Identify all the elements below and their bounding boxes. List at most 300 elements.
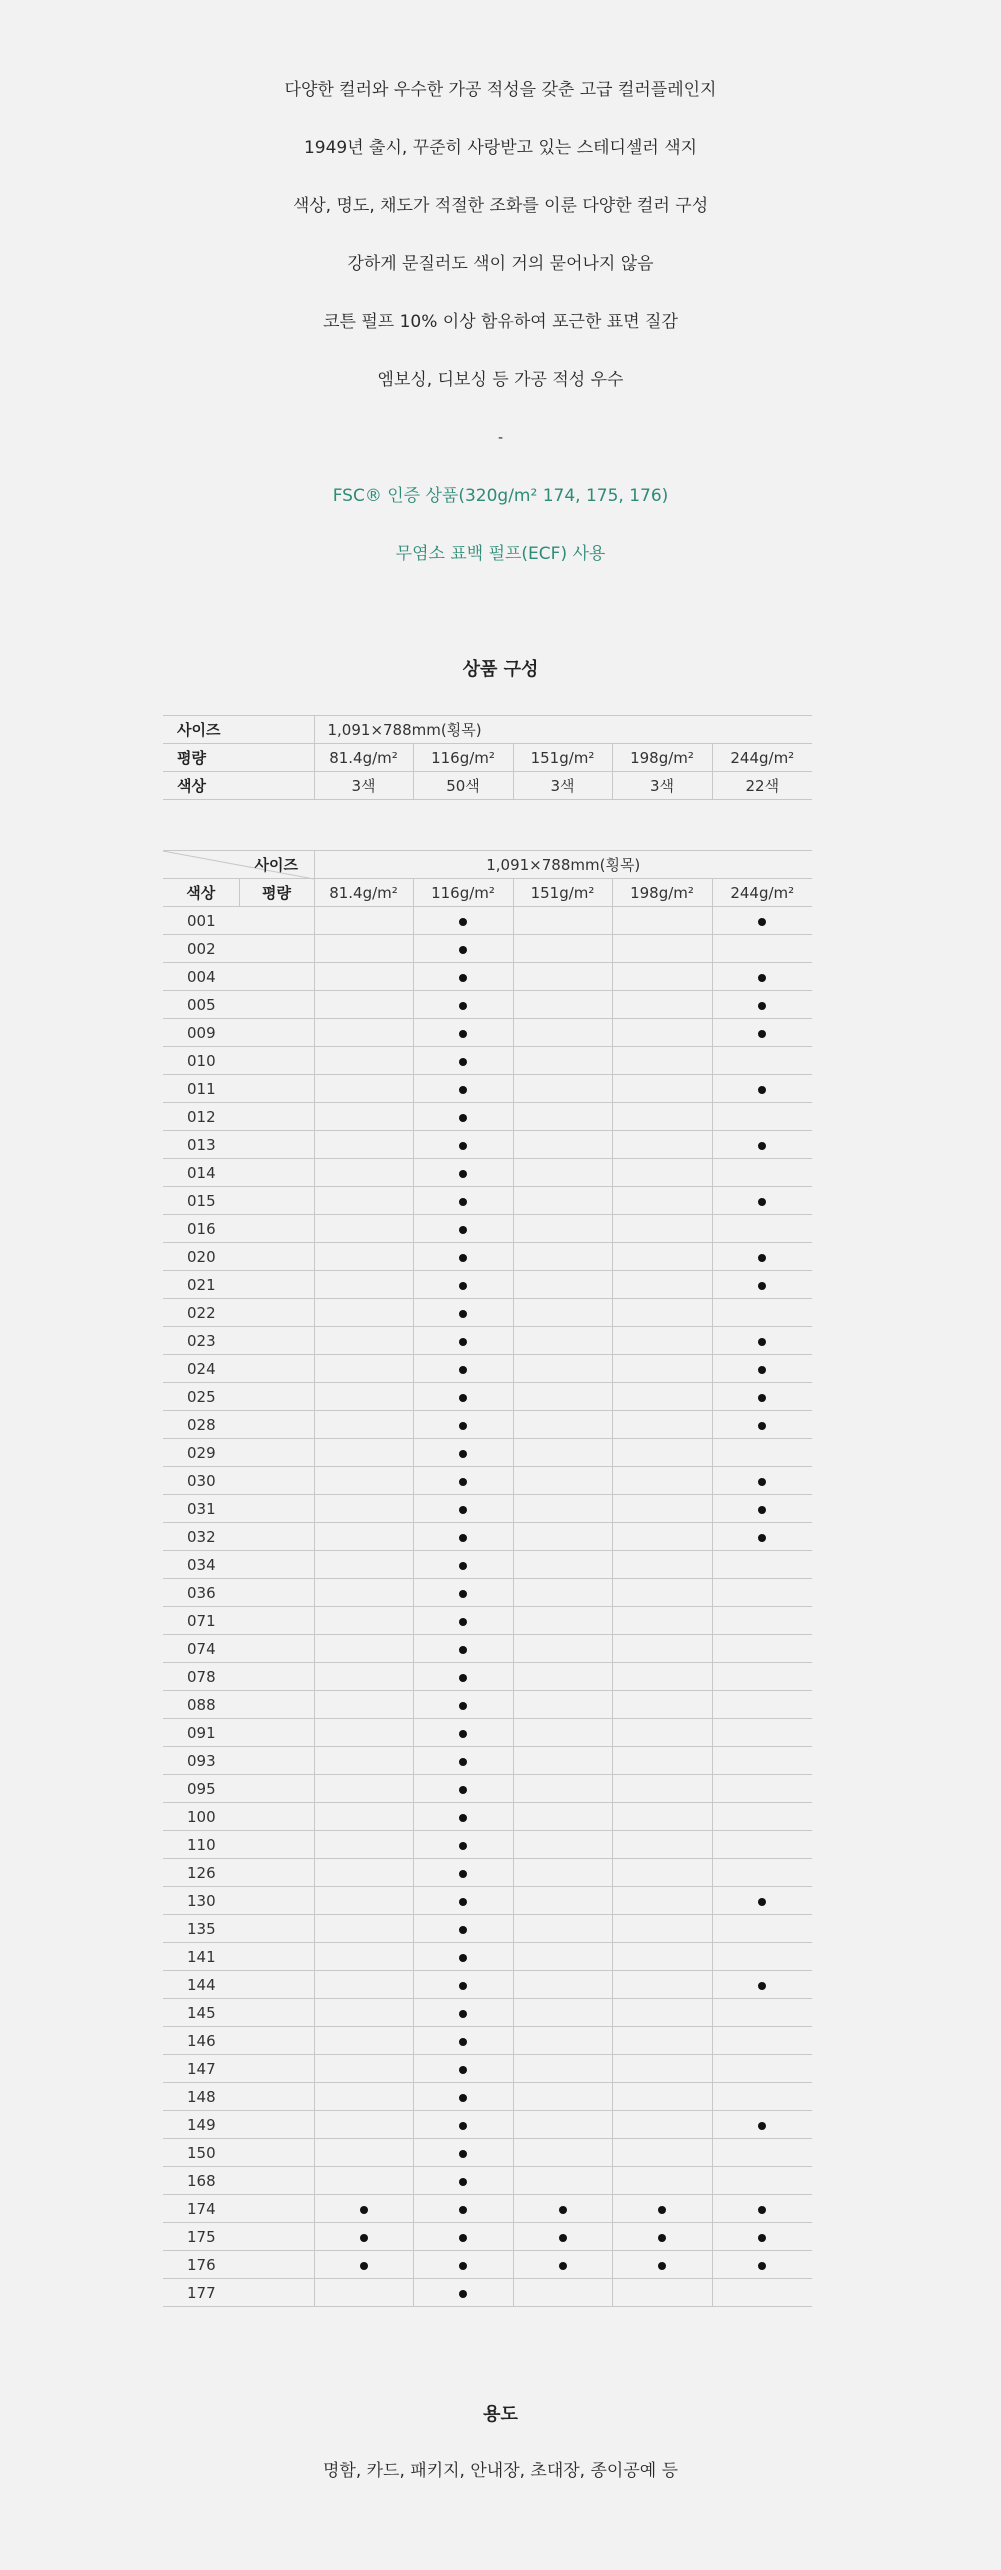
availability-cell <box>513 2139 612 2167</box>
color-code: 141 <box>163 1943 314 1971</box>
table-row <box>163 1747 812 1775</box>
availability-cell <box>413 2139 513 2167</box>
available-dot-icon <box>459 2150 467 2158</box>
availability-cell <box>712 2111 812 2139</box>
availability-cell <box>413 2083 513 2111</box>
availability-cell <box>314 1663 413 1691</box>
availability-cell <box>314 1831 413 1859</box>
availability-cell <box>314 1943 413 1971</box>
availability-cell <box>413 1831 513 1859</box>
availability-cell <box>513 1075 612 1103</box>
composition-table <box>163 715 812 800</box>
composition-title: 상품 구성 <box>462 659 539 680</box>
availability-cell <box>712 1579 812 1607</box>
available-dot-icon <box>459 1702 467 1710</box>
color-code: 110 <box>163 1831 314 1859</box>
table-row <box>163 1131 812 1159</box>
availability-cell <box>413 2055 513 2083</box>
availability-cell <box>513 935 612 963</box>
availability-cell <box>413 1663 513 1691</box>
available-dot-icon <box>758 1142 766 1150</box>
composition-color-label: 색상 <box>163 772 314 800</box>
color-code: 032 <box>163 1523 314 1551</box>
available-dot-icon <box>459 2122 467 2130</box>
availability-cell <box>612 2195 712 2223</box>
availability-cell <box>314 1635 413 1663</box>
table-row <box>163 1355 812 1383</box>
color-code: 021 <box>163 1271 314 1299</box>
available-dot-icon <box>459 1730 467 1738</box>
availability-cell <box>612 1327 712 1355</box>
composition-size-value: 1,091×788mm(횡목) <box>314 716 812 744</box>
availability-cell <box>612 1691 712 1719</box>
composition-color-count: 50색 <box>413 772 513 800</box>
feature-line: 무염소 표백 펄프(ECF) 사용 <box>395 544 606 564</box>
available-dot-icon <box>459 1506 467 1514</box>
availability-cell <box>413 1187 513 1215</box>
table-row <box>163 1467 812 1495</box>
availability-cell <box>314 2195 413 2223</box>
availability-cell <box>413 1243 513 1271</box>
availability-cell <box>314 2027 413 2055</box>
available-dot-icon <box>459 1282 467 1290</box>
feature-line: 엠보싱, 디보싱 등 가공 적성 우수 <box>377 370 624 390</box>
composition-size-label: 사이즈 <box>163 716 314 744</box>
availability-header-size-row <box>163 851 812 879</box>
availability-cell <box>513 2279 612 2307</box>
table-row <box>163 1271 812 1299</box>
color-code: 028 <box>163 1411 314 1439</box>
availability-cell <box>413 1047 513 1075</box>
available-dot-icon <box>459 1898 467 1906</box>
availability-cell <box>413 1887 513 1915</box>
available-dot-icon <box>459 1646 467 1654</box>
table-row <box>163 1439 812 1467</box>
availability-cell <box>712 1215 812 1243</box>
available-dot-icon <box>459 1786 467 1794</box>
availability-cell <box>314 1999 413 2027</box>
feature-line: FSC® 인증 상품(320g/m² 174, 175, 176) <box>332 486 669 506</box>
availability-cell <box>513 1747 612 1775</box>
table-row <box>163 1019 812 1047</box>
availability-cell <box>712 1271 812 1299</box>
availability-size-value: 1,091×788mm(횡목) <box>314 851 812 879</box>
availability-cell <box>513 2111 612 2139</box>
available-dot-icon <box>459 1478 467 1486</box>
availability-cell <box>314 1075 413 1103</box>
available-dot-icon <box>459 1982 467 1990</box>
availability-cell <box>712 1159 812 1187</box>
composition-weight: 116g/m² <box>413 744 513 772</box>
availability-cell <box>612 1075 712 1103</box>
availability-cell <box>612 1943 712 1971</box>
color-code: 002 <box>163 935 314 963</box>
availability-cell <box>712 1663 812 1691</box>
availability-cell <box>314 1495 413 1523</box>
available-dot-icon <box>758 1982 766 1990</box>
usage-text: 명함, 카드, 패키지, 안내장, 초대장, 종이공예 등 <box>322 2461 679 2481</box>
availability-cell <box>612 1187 712 1215</box>
availability-cell <box>712 1383 812 1411</box>
availability-cell <box>513 1803 612 1831</box>
availability-cell <box>612 2027 712 2055</box>
availability-cell <box>612 1579 712 1607</box>
table-row <box>163 2139 812 2167</box>
availability-cell <box>612 1887 712 1915</box>
availability-cell <box>712 907 812 935</box>
availability-cell <box>513 1551 612 1579</box>
available-dot-icon <box>459 1562 467 1570</box>
table-row <box>163 2027 812 2055</box>
table-row <box>163 935 812 963</box>
availability-cell <box>612 2251 712 2279</box>
availability-cell <box>513 1439 612 1467</box>
table-row <box>163 1579 812 1607</box>
color-code: 176 <box>163 2251 314 2279</box>
availability-cell <box>612 1215 712 1243</box>
available-dot-icon <box>758 1086 766 1094</box>
availability-cell <box>712 1691 812 1719</box>
available-dot-icon <box>459 1926 467 1934</box>
availability-cell <box>712 2027 812 2055</box>
availability-cell <box>712 1075 812 1103</box>
availability-cell <box>712 1523 812 1551</box>
available-dot-icon <box>758 1338 766 1346</box>
availability-cell <box>712 1999 812 2027</box>
availability-cell <box>413 1999 513 2027</box>
availability-cell <box>612 2167 712 2195</box>
available-dot-icon <box>459 1002 467 1010</box>
table-row <box>163 1775 812 1803</box>
availability-cell <box>513 2055 612 2083</box>
table-row <box>163 1663 812 1691</box>
availability-cell <box>513 1887 612 1915</box>
availability-cell <box>413 1579 513 1607</box>
availability-cell <box>413 1943 513 1971</box>
availability-cell <box>513 1019 612 1047</box>
table-row <box>163 2195 812 2223</box>
availability-cell <box>513 2167 612 2195</box>
availability-cell <box>612 1635 712 1663</box>
availability-cell <box>314 1971 413 1999</box>
available-dot-icon <box>758 974 766 982</box>
available-dot-icon <box>459 1870 467 1878</box>
availability-cell <box>413 1019 513 1047</box>
color-code: 145 <box>163 1999 314 2027</box>
availability-cell <box>712 1243 812 1271</box>
table-row <box>163 1831 812 1859</box>
availability-cell <box>513 1383 612 1411</box>
available-dot-icon <box>459 1954 467 1962</box>
availability-cell <box>612 1915 712 1943</box>
available-dot-icon <box>758 918 766 926</box>
availability-cell <box>513 1243 612 1271</box>
feature-line: 1949년 출시, 꾸준히 사랑받고 있는 스테디셀러 색지 <box>303 138 698 158</box>
table-row <box>163 1243 812 1271</box>
availability-weight: 198g/m² <box>612 879 712 907</box>
color-code: 034 <box>163 1551 314 1579</box>
available-dot-icon <box>758 1366 766 1374</box>
available-dot-icon <box>459 1674 467 1682</box>
availability-cell <box>513 1831 612 1859</box>
available-dot-icon <box>459 1422 467 1430</box>
color-code: 024 <box>163 1355 314 1383</box>
availability-cell <box>314 1523 413 1551</box>
table-row <box>163 1327 812 1355</box>
availability-cell <box>314 1719 413 1747</box>
availability-cell <box>513 1607 612 1635</box>
availability-cell <box>314 2279 413 2307</box>
availability-cell <box>413 963 513 991</box>
feature-line: - <box>497 430 504 446</box>
availability-cell <box>314 1243 413 1271</box>
availability-cell <box>413 1971 513 1999</box>
availability-cell <box>712 1803 812 1831</box>
color-code: 022 <box>163 1299 314 1327</box>
table-row <box>163 2279 812 2307</box>
color-code: 001 <box>163 907 314 935</box>
table-row <box>163 1187 812 1215</box>
availability-cell <box>712 2055 812 2083</box>
availability-cell <box>612 1551 712 1579</box>
table-row <box>163 1215 812 1243</box>
available-dot-icon <box>459 1394 467 1402</box>
availability-cell <box>612 1775 712 1803</box>
available-dot-icon <box>758 1030 766 1038</box>
available-dot-icon <box>758 1394 766 1402</box>
availability-cell <box>513 1719 612 1747</box>
availability-cell <box>413 935 513 963</box>
color-code: 100 <box>163 1803 314 1831</box>
availability-cell <box>612 907 712 935</box>
availability-cell <box>513 1215 612 1243</box>
availability-cell <box>314 2083 413 2111</box>
availability-cell <box>513 1103 612 1131</box>
availability-cell <box>513 1327 612 1355</box>
availability-cell <box>413 1747 513 1775</box>
availability-cell <box>413 1859 513 1887</box>
availability-cell <box>513 1859 612 1887</box>
color-code: 135 <box>163 1915 314 1943</box>
color-code: 025 <box>163 1383 314 1411</box>
availability-cell <box>612 1047 712 1075</box>
availability-cell <box>413 1271 513 1299</box>
availability-cell <box>712 2167 812 2195</box>
availability-cell <box>314 1019 413 1047</box>
availability-cell <box>413 2167 513 2195</box>
availability-cell <box>712 2251 812 2279</box>
availability-cell <box>712 1187 812 1215</box>
availability-cell <box>314 1579 413 1607</box>
table-row <box>163 1159 812 1187</box>
color-code: 012 <box>163 1103 314 1131</box>
available-dot-icon <box>459 1534 467 1542</box>
feature-line: 강하게 문질러도 색이 거의 묻어나지 않음 <box>347 254 654 274</box>
availability-cell <box>712 1859 812 1887</box>
color-code: 093 <box>163 1747 314 1775</box>
color-code: 147 <box>163 2055 314 2083</box>
availability-cell <box>612 1131 712 1159</box>
availability-cell <box>513 1271 612 1299</box>
availability-cell <box>712 1411 812 1439</box>
availability-cell <box>612 2083 712 2111</box>
availability-cell <box>612 1019 712 1047</box>
table-row <box>163 907 812 935</box>
availability-cell <box>314 935 413 963</box>
availability-cell <box>314 1327 413 1355</box>
availability-cell <box>712 1943 812 1971</box>
table-row <box>163 1495 812 1523</box>
availability-cell <box>513 1467 612 1495</box>
availability-cell <box>712 1131 812 1159</box>
color-code: 078 <box>163 1663 314 1691</box>
availability-cell <box>513 1187 612 1215</box>
color-availability-table <box>163 850 812 2307</box>
availability-cell <box>314 963 413 991</box>
availability-cell <box>413 1607 513 1635</box>
available-dot-icon <box>459 918 467 926</box>
availability-cell <box>513 1999 612 2027</box>
color-code: 177 <box>163 2279 314 2307</box>
availability-cell <box>612 1523 712 1551</box>
availability-cell <box>513 1943 612 1971</box>
availability-cell <box>612 1243 712 1271</box>
available-dot-icon <box>758 2122 766 2130</box>
availability-cell <box>413 2111 513 2139</box>
table-row <box>163 1607 812 1635</box>
availability-cell <box>712 1047 812 1075</box>
availability-weight: 81.4g/m² <box>314 879 413 907</box>
feature-line: 색상, 명도, 채도가 적절한 조화를 이룬 다양한 컬러 구성 <box>292 196 709 216</box>
available-dot-icon <box>459 1198 467 1206</box>
availability-cell <box>513 1523 612 1551</box>
available-dot-icon <box>459 1338 467 1346</box>
availability-cell <box>712 1747 812 1775</box>
available-dot-icon <box>360 2206 368 2214</box>
availability-cell <box>413 2279 513 2307</box>
available-dot-icon <box>658 2206 666 2214</box>
availability-cell <box>612 1831 712 1859</box>
available-dot-icon <box>459 1114 467 1122</box>
availability-cell <box>314 1747 413 1775</box>
composition-weight: 151g/m² <box>513 744 612 772</box>
availability-cell <box>712 1551 812 1579</box>
availability-cell <box>413 1131 513 1159</box>
availability-cell <box>712 2279 812 2307</box>
availability-cell <box>513 1047 612 1075</box>
color-code: 023 <box>163 1327 314 1355</box>
availability-cell <box>513 1495 612 1523</box>
availability-rows <box>163 907 812 2307</box>
color-code: 013 <box>163 1131 314 1159</box>
availability-cell <box>413 1551 513 1579</box>
color-code: 174 <box>163 2195 314 2223</box>
availability-cell <box>413 1495 513 1523</box>
availability-cell <box>712 2139 812 2167</box>
composition-color-count: 3색 <box>314 772 413 800</box>
availability-cell <box>513 1691 612 1719</box>
availability-cell <box>612 1159 712 1187</box>
color-code: 029 <box>163 1439 314 1467</box>
availability-cell <box>413 1383 513 1411</box>
available-dot-icon <box>459 1086 467 1094</box>
table-row <box>163 963 812 991</box>
table-row <box>163 1691 812 1719</box>
color-code: 036 <box>163 1579 314 1607</box>
availability-cell <box>413 907 513 935</box>
color-code: 095 <box>163 1775 314 1803</box>
availability-cell <box>712 1915 812 1943</box>
availability-cell <box>314 907 413 935</box>
table-row <box>163 1719 812 1747</box>
availability-cell <box>612 1103 712 1131</box>
available-dot-icon <box>360 2234 368 2242</box>
availability-cell <box>413 2251 513 2279</box>
availability-color-header: 색상 <box>163 879 239 907</box>
available-dot-icon <box>559 2206 567 2214</box>
table-row <box>163 1887 812 1915</box>
availability-weight: 244g/m² <box>712 879 812 907</box>
availability-cell <box>712 1439 812 1467</box>
color-code: 088 <box>163 1691 314 1719</box>
available-dot-icon <box>758 1198 766 1206</box>
available-dot-icon <box>459 2234 467 2242</box>
available-dot-icon <box>459 1450 467 1458</box>
availability-cell <box>314 1551 413 1579</box>
color-code: 031 <box>163 1495 314 1523</box>
available-dot-icon <box>459 2290 467 2298</box>
available-dot-icon <box>758 2262 766 2270</box>
available-dot-icon <box>459 1142 467 1150</box>
availability-cell <box>513 1635 612 1663</box>
availability-cell <box>513 1411 612 1439</box>
table-row <box>163 1047 812 1075</box>
availability-cell <box>612 1971 712 1999</box>
composition-weight-label: 평량 <box>163 744 314 772</box>
table-row <box>163 1075 812 1103</box>
available-dot-icon <box>758 2234 766 2242</box>
availability-cell <box>513 1299 612 1327</box>
color-code: 020 <box>163 1243 314 1271</box>
availability-cell <box>712 1327 812 1355</box>
available-dot-icon <box>459 2206 467 2214</box>
availability-cell <box>612 963 712 991</box>
availability-cell <box>314 1411 413 1439</box>
available-dot-icon <box>459 2038 467 2046</box>
availability-cell <box>612 2139 712 2167</box>
available-dot-icon <box>459 1310 467 1318</box>
availability-cell <box>314 1887 413 1915</box>
composition-color-count: 3색 <box>612 772 712 800</box>
availability-cell <box>513 1663 612 1691</box>
availability-cell <box>513 1579 612 1607</box>
table-row <box>163 1635 812 1663</box>
availability-cell <box>612 1663 712 1691</box>
composition-color-count: 3색 <box>513 772 612 800</box>
color-code: 011 <box>163 1075 314 1103</box>
usage-title: 용도 <box>483 2404 518 2425</box>
availability-cell <box>612 2055 712 2083</box>
composition-weight: 81.4g/m² <box>314 744 413 772</box>
available-dot-icon <box>459 1814 467 1822</box>
color-code: 074 <box>163 1635 314 1663</box>
available-dot-icon <box>459 1618 467 1626</box>
table-row <box>163 1551 812 1579</box>
table-row <box>163 1943 812 1971</box>
table-row <box>163 1999 812 2027</box>
availability-cell <box>712 1887 812 1915</box>
availability-cell <box>513 963 612 991</box>
